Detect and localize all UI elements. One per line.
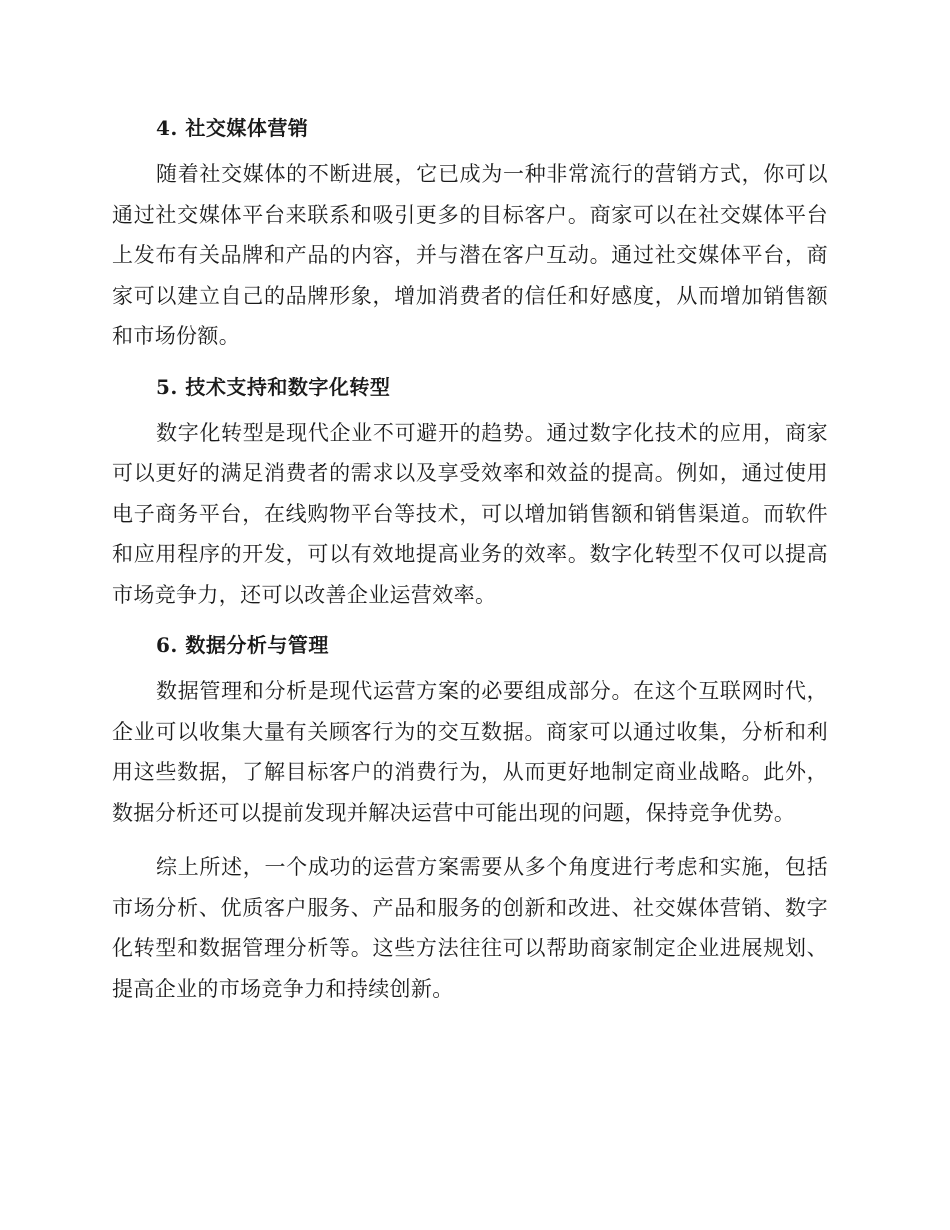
document-page — [112, 112, 828, 1023]
conclusion-paragraph: 综上所述，一个成功的运营方案需要从多个角度进行考虑和实施，包括市场分析、优质客户服务、产品和服务的创新和改进、社交媒体营销、数字化转型和数据管理分析等。这些方法往往可以帮助商家制定企业进展规划、提高企业的市场竞争力和持续创新。 — [112, 855, 828, 1001]
section-paragraph-social-media: 随着社交媒体的不断进展，它已成为一种非常流行的营销方式，你可以通过社交媒体平台来联系和吸引更多的目标客户。商家可以在社交媒体平台上发布有关品牌和产品的内容，并与潜在客户互动。通过社交媒体平台，商家可以建立自己的品牌形象，增加消费者的信任和好感度，从而增加销售额和市场份额。 — [112, 162, 828, 348]
section-heading-social-media: 4. 社交媒体营销 — [156, 116, 309, 140]
section-heading-data-analysis: 6. 数据分析与管理 — [156, 633, 329, 657]
section-paragraph-digital-transformation: 数字化转型是现代企业不可避开的趋势。通过数字化技术的应用，商家可以更好的满足消费者的需求以及享受效率和效益的提高。例如，通过使用电子商务平台，在线购物平台等技术，可以增加销售额和销售渠道。而软件和应用程序的开发，可以有效地提高业务的效率。数字化转型不仅可以提高市场竞争力，还可以改善企业运营效率。 — [112, 420, 828, 607]
section-paragraph-data-analysis: 数据管理和分析是现代运营方案的必要组成部分。在这个互联网时代，企业可以收集大量有关顾客行为的交互数据。商家可以通过收集，分析和利用这些数据，了解目标客户的消费行为，从而更好地制定商业战略。此外，数据分析还可以提前发现并解决运营中可能出现的问题，保持竞争优势。 — [112, 679, 828, 825]
section-heading-digital-transformation: 5. 技术支持和数字化转型 — [156, 374, 391, 399]
